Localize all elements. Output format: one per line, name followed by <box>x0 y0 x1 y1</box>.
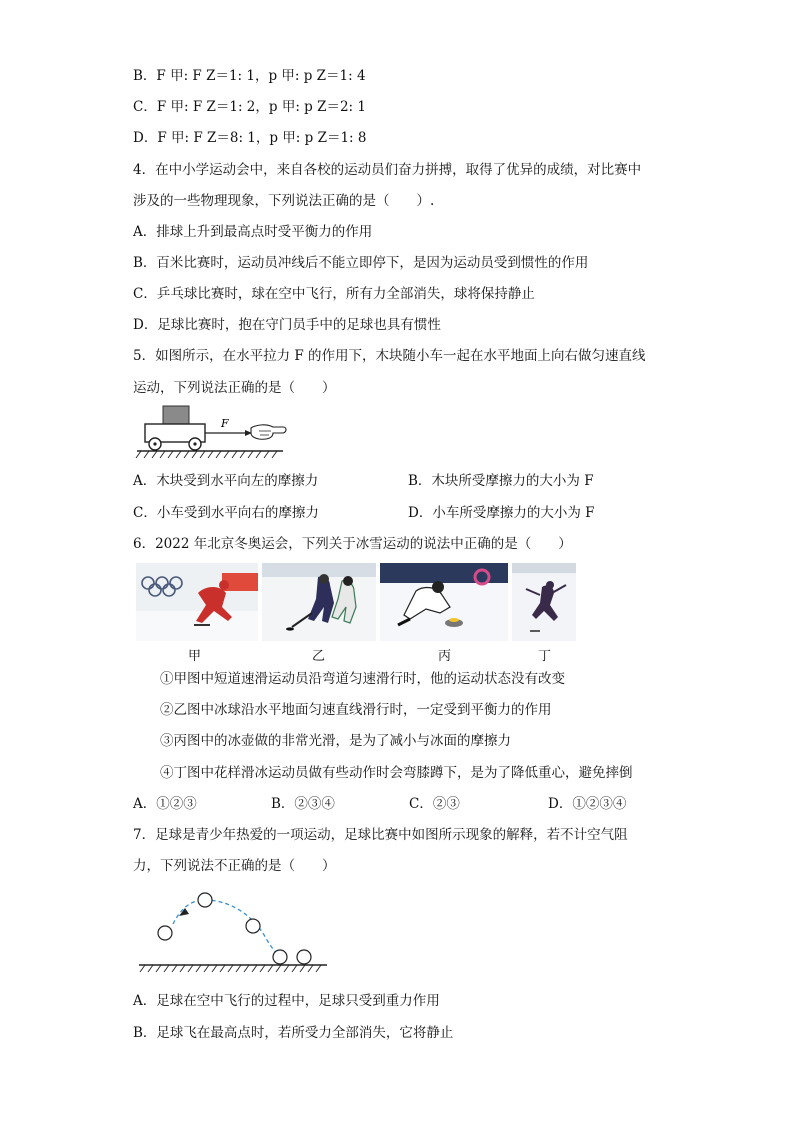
q6-statement-4: ④丁图中花样滑冰运动员做有些动作时会弯膝蹲下，是为了降低重心，避免摔倒 <box>160 765 633 781</box>
q5-option-b: B．木块所受摩擦力的大小为 F <box>408 473 594 489</box>
photo-ice-hockey <box>262 563 376 641</box>
q6-option-c: C．②③ <box>409 796 460 812</box>
caption-yi: 乙 <box>312 649 326 664</box>
q4-option-c: C．乒乓球比赛时，球在空中飞行，所有力全部消失，球将保持静止 <box>133 286 535 302</box>
q3-option-c: C．F 甲: F Z＝1: 2，p 甲: p Z＝2: 1 <box>133 99 366 115</box>
q4-option-d: D．足球比赛时，抱在守门员手中的足球也具有惯性 <box>133 317 441 333</box>
photo-curling <box>380 563 508 641</box>
q6-stem: 6．2022 年北京冬奥运会，下列关于冰雪运动的说法中正确的是（ ） <box>133 536 572 552</box>
q6-statement-2: ②乙图中冰球沿水平地面匀速直线滑行时，一定受到平衡力的作用 <box>160 702 552 718</box>
photo-speed-skating <box>136 563 258 641</box>
hand-icon <box>251 425 286 439</box>
q5-option-a: A．木块受到水平向左的摩擦力 <box>133 473 319 489</box>
cart-diagram <box>133 402 293 464</box>
football-trajectory-diagram <box>133 886 333 978</box>
q4-option-a: A．排球上升到最高点时受平衡力的作用 <box>133 224 373 240</box>
ball-landing <box>273 950 287 964</box>
q7-stem-line1: 7．足球是青少年热爱的一项运动，足球比赛中如图所示现象的解释，若不计空气阻 <box>133 827 628 843</box>
ball-rolling <box>297 950 311 964</box>
ball-start <box>158 926 172 940</box>
ball-top <box>198 893 212 907</box>
q5-stem-line1: 5．如图所示，在水平拉力 F 的作用下，木块随小车一起在水平地面上向右做匀速直线 <box>133 348 646 364</box>
photo-figure-skating <box>512 563 576 641</box>
q7-option-a: A．足球在空中飞行的过程中，足球只受到重力作用 <box>133 993 440 1009</box>
q5-option-d: D．小车所受摩擦力的大小为 F <box>408 505 595 521</box>
q3-option-d: D．F 甲: F Z＝8: 1，p 甲: p Z＝1: 8 <box>133 130 367 146</box>
trajectory-curve <box>173 900 281 956</box>
ball-descending <box>246 919 260 933</box>
q6-option-d: D．①②③④ <box>548 796 627 812</box>
q6-statement-3: ③丙图中的冰壶做的非常光滑，是为了减小与冰面的摩擦力 <box>160 733 511 749</box>
q4-stem-line1: 4．在中小学运动会中，来自各校的运动员们奋力拼搏，取得了优异的成绩，对比赛中 <box>133 162 642 178</box>
caption-jia: 甲 <box>188 649 202 664</box>
q6-statement-1: ①甲图中短道速滑运动员沿弯道匀速滑行时，他的运动状态没有改变 <box>160 671 565 687</box>
q6-option-b: B．②③④ <box>271 796 335 812</box>
caption-bing: 丙 <box>438 649 452 664</box>
force-label: F <box>221 417 229 430</box>
q6-option-a: A．①②③ <box>133 796 197 812</box>
caption-ding: 丁 <box>538 649 552 664</box>
q5-stem-line2: 运动，下列说法正确的是（ ） <box>133 380 336 396</box>
q7-option-b: B．足球飞在最高点时，若所受力全部消失，它将静止 <box>133 1025 454 1041</box>
q3-option-b: B．F 甲: F Z＝1: 1，p 甲: p Z＝1: 4 <box>133 68 366 84</box>
q7-stem-line2: 力，下列说法不正确的是（ ） <box>133 858 336 874</box>
q4-option-b: B．百米比赛时，运动员冲线后不能立即停下，是因为运动员受到惯性的作用 <box>133 255 589 271</box>
q5-option-c: C．小车受到水平向右的摩擦力 <box>133 505 319 521</box>
wood-block <box>163 406 189 424</box>
q4-stem-line2: 涉及的一些物理现象，下列说法正确的是（ ）. <box>133 193 435 209</box>
